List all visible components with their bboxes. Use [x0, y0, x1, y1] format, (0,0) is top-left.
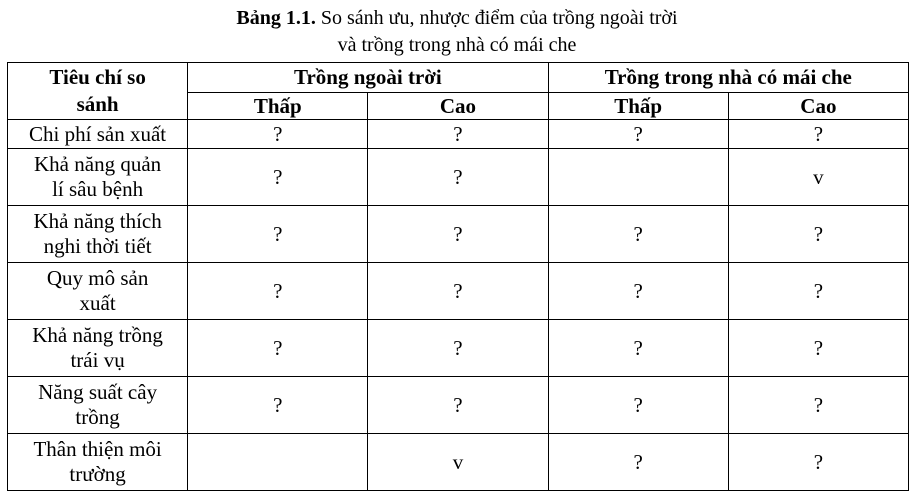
- cell-indoor-low: ?: [548, 377, 728, 434]
- table-caption: [0, 0, 914, 56]
- criteria-text: Chi phí sản xuất: [29, 121, 167, 146]
- caption-line-1: [0, 5, 914, 32]
- criteria-text-line-2: trồng: [75, 405, 120, 429]
- criteria-text-line-1: Quy mô sản: [46, 266, 149, 290]
- group-header-indoor: Trồng trong nhà có mái che: [548, 63, 908, 93]
- cell-indoor-high: v: [728, 149, 908, 206]
- outdoor-high-header: Cao: [368, 93, 548, 120]
- cell-outdoor-low: ?: [188, 149, 368, 206]
- cell-outdoor-high: ?: [368, 320, 548, 377]
- cell-outdoor-high: ?: [368, 120, 548, 149]
- table-row: [8, 320, 909, 377]
- cell-indoor-high: ?: [728, 263, 908, 320]
- table-row: [8, 149, 909, 206]
- criteria-cell: [8, 149, 188, 206]
- cell-indoor-low: [548, 149, 728, 206]
- criteria-text-line-1: Năng suất cây: [38, 380, 158, 404]
- criteria-header-line-2: sánh: [76, 92, 119, 116]
- cell-outdoor-low: ?: [188, 263, 368, 320]
- indoor-high-header: Cao: [728, 93, 908, 120]
- criteria-cell: [8, 120, 188, 149]
- table-row: [8, 206, 909, 263]
- table-row: [8, 120, 909, 149]
- criteria-text-line-2: trường: [69, 462, 126, 486]
- cell-indoor-high: ?: [728, 206, 908, 263]
- criteria-text-line-2: lí sâu bệnh: [52, 177, 144, 201]
- cell-indoor-low: ?: [548, 120, 728, 149]
- caption-label: Bảng 1.1.: [236, 7, 316, 29]
- caption-line-2: và trồng trong nhà có mái che: [337, 34, 577, 56]
- cell-indoor-low: ?: [548, 206, 728, 263]
- cell-outdoor-low: ?: [188, 377, 368, 434]
- cell-indoor-low: ?: [548, 434, 728, 491]
- cell-indoor-high: ?: [728, 434, 908, 491]
- group-header-outdoor: Trồng ngoài trời: [188, 63, 548, 93]
- cell-indoor-low: ?: [548, 320, 728, 377]
- criteria-cell: [8, 263, 188, 320]
- criteria-header-line-1: Tiêu chí so: [49, 65, 146, 89]
- criteria-cell: [8, 377, 188, 434]
- cell-indoor-high: ?: [728, 320, 908, 377]
- criteria-cell: [8, 320, 188, 377]
- cell-indoor-low: ?: [548, 263, 728, 320]
- cell-outdoor-high: v: [368, 434, 548, 491]
- table-row: [8, 377, 909, 434]
- criteria-text-line-2: trái vụ: [70, 348, 125, 372]
- criteria-text-line-1: Khả năng quản: [34, 152, 162, 176]
- cell-outdoor-low: [188, 434, 368, 491]
- cell-outdoor-high: ?: [368, 263, 548, 320]
- comparison-table: [7, 62, 909, 491]
- cell-outdoor-low: ?: [188, 206, 368, 263]
- criteria-text-line-1: Khả năng trồng: [32, 323, 163, 347]
- criteria-header: [8, 63, 188, 120]
- cell-outdoor-low: ?: [188, 120, 368, 149]
- cell-indoor-high: ?: [728, 120, 908, 149]
- criteria-text-line-1: Khả năng thích: [33, 209, 162, 233]
- criteria-text-line-2: nghi thời tiết: [43, 234, 152, 258]
- table-row: [8, 434, 909, 491]
- table-row: [8, 263, 909, 320]
- criteria-cell: [8, 434, 188, 491]
- outdoor-low-header: Thấp: [188, 93, 368, 120]
- criteria-text-line-1: Thân thiện môi: [33, 437, 162, 461]
- indoor-low-header: Thấp: [548, 93, 728, 120]
- cell-outdoor-high: ?: [368, 206, 548, 263]
- header-row-groups: [8, 63, 909, 93]
- cell-outdoor-high: ?: [368, 377, 548, 434]
- cell-outdoor-high: ?: [368, 149, 548, 206]
- criteria-text-line-2: xuất: [79, 291, 116, 315]
- cell-outdoor-low: ?: [188, 320, 368, 377]
- caption-title-1: So sánh ưu, nhược điểm của trồng ngoài trời: [320, 7, 678, 29]
- cell-indoor-high: ?: [728, 377, 908, 434]
- criteria-cell: [8, 206, 188, 263]
